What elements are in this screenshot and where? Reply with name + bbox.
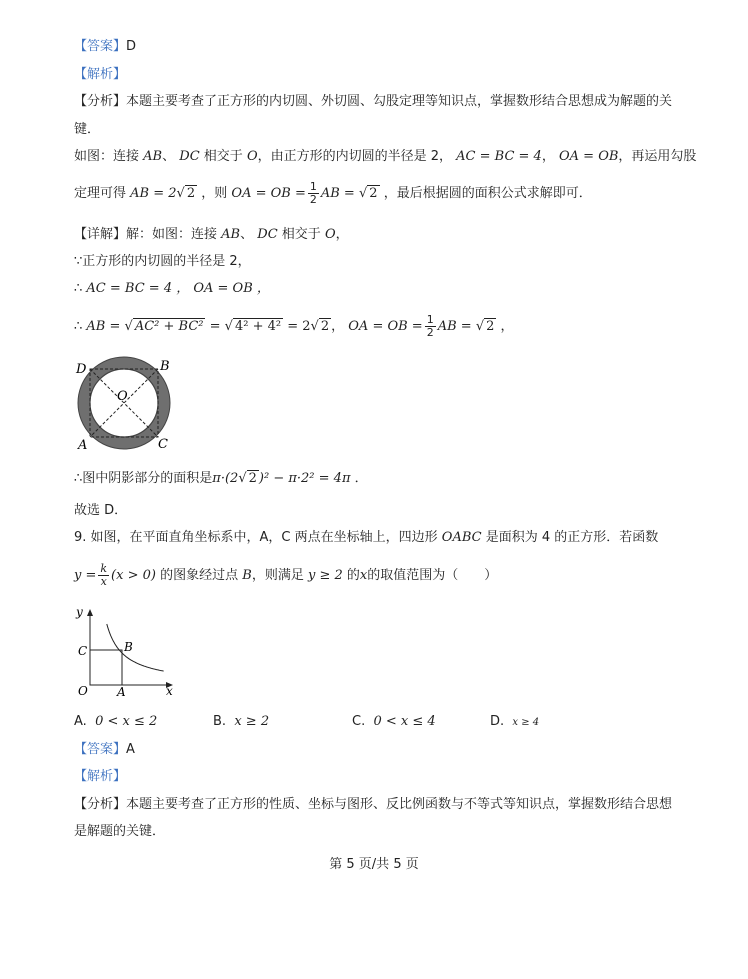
label-O: O — [78, 684, 88, 698]
analysis-text-9: 【分析】本题主要考查了正方形的性质、坐标与图形、反比例函数与不等式等知识点，掌握数形结合思想 — [74, 797, 673, 812]
option-b[interactable]: B. x ≥ 2 — [213, 714, 270, 729]
figure-9-coordinate — [70, 603, 180, 698]
analysis-label: 【分析】 — [74, 94, 127, 109]
label-D: D — [76, 362, 87, 377]
label-B: B — [124, 640, 133, 654]
option-a[interactable]: A. 0 < x ≤ 2 — [74, 714, 158, 729]
answer-tag: 【答案】 — [74, 742, 127, 757]
axis-x-label: x — [166, 684, 173, 698]
choose-8: 故选 D． — [74, 503, 128, 518]
answer-tag: 【答案】 — [74, 39, 127, 54]
analysis-text-8 — [74, 93, 672, 111]
step-4: ∴图中阴影部分的面积是π·(2√ 2 )² − π·2² = 4π ． — [74, 471, 368, 486]
page-footer: 第 5 页/共 5 页 — [329, 857, 419, 872]
step-2: ∴ AC = BC = 4 ， OA = OB ， — [74, 281, 270, 296]
question-9-line2: y = $\frac{k}{x}$ (x > 0) 的图象经过点 B，则满足 y ≥ 2 的x的取值范围为（ ） — [74, 562, 498, 588]
analysis-text-9-cont: 是解题的关键． — [74, 824, 166, 839]
analysis-tag-9: 【解析】 — [74, 769, 127, 784]
figure-explain-line2: 定理可得 AB = 2√ 2 ，则 OA = OB = $\frac{1}{2}$ AB = √ 2 ，最后根据圆的面积公式求解即可． — [74, 180, 592, 206]
detail-line: 【详解】解：如图：连接 AB、 DC 相交于 O， — [74, 227, 349, 242]
answer-line-9 — [74, 741, 135, 759]
label-C: C — [158, 437, 168, 452]
answer-value: A — [126, 742, 135, 757]
analysis-tag: 【解析】 — [74, 67, 127, 82]
axis-y-label: y — [76, 605, 83, 619]
label-A: A — [78, 438, 88, 453]
analysis-body: 本题主要考查了正方形的内切圆、外切圆、勾股定理等知识点，掌握数形结合思想成为解题的关 — [126, 94, 673, 109]
label-C: C — [78, 644, 88, 658]
analysis-text-8-cont: 键． — [74, 122, 101, 137]
label-O: O — [117, 389, 128, 404]
answer-value: D — [126, 39, 137, 54]
option-d[interactable]: D. x ≥ 4 — [490, 714, 540, 729]
option-c[interactable]: C. 0 < x ≤ 4 — [352, 714, 436, 729]
question-9-line1: 9. 如图，在平面直角坐标系中，A，C 两点在坐标轴上，四边形 OABC 是面积为 4 的正方形．若函数 — [74, 530, 659, 545]
step-3: ∴ AB = √ AC² + BC² = √ 4² + 4² = 2√ 2 ， OA = OB = $\frac{1}{2}$ AB = √ 2 ， — [74, 313, 514, 339]
label-B: B — [160, 359, 170, 374]
figure-explain-line1: 如图：连接 AB、 DC 相交于 O，由正方形的内切圆的半径是 2， AC = BC = 4， OA = OB，再运用勾股 — [74, 149, 697, 164]
answer-line-8 — [74, 38, 136, 56]
step-1: ∵正方形的内切圆的半径是 2， — [74, 254, 251, 269]
label-A: A — [117, 685, 126, 698]
figure-8-circle-square — [70, 356, 180, 456]
